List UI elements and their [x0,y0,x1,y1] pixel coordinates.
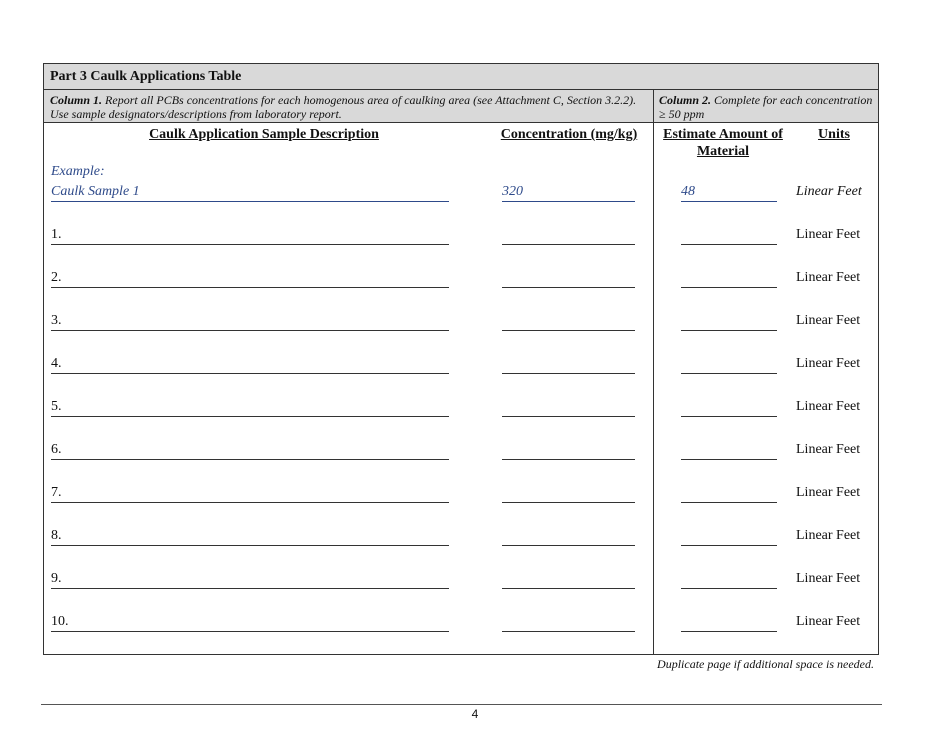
header-concentration: Concentration (mg/kg) [500,127,638,142]
concentration-field[interactable] [502,485,635,503]
concentration-field[interactable] [502,313,635,331]
description-field[interactable] [51,270,449,288]
header-units: Units [818,127,850,142]
amount-field[interactable] [681,485,777,503]
column-1-text: Report all PCBs concentrations for each homogenous area of caulking area (see Attachment C, Section 3.2.2). Use sample designators/descriptions from laboratory report. [50,93,637,121]
units-label: Linear Feet [796,442,861,457]
table-row [44,528,880,548]
column-2-instructions [659,93,874,121]
description-field[interactable] [51,227,449,245]
header-description: Caulk Application Sample Description [149,127,379,142]
page-number: 4 [471,707,479,721]
amount-field[interactable] [681,227,777,245]
units-label: Linear Feet [796,528,861,543]
example-amount-value: 48 [681,184,695,199]
row-number: 6. [51,442,62,457]
units-label: Linear Feet [796,270,861,285]
amount-field[interactable] [681,571,777,589]
column-2-text: Complete for each concentration ≥ 50 ppm [659,93,873,121]
row-number: 9. [51,571,62,586]
amount-field[interactable] [681,442,777,460]
table-row [44,356,880,376]
units-label: Linear Feet [796,227,861,242]
table-row [44,485,880,505]
units-label: Linear Feet [796,571,861,586]
units-label: Linear Feet [796,399,861,414]
caulk-applications-table [43,63,879,655]
row-number: 5. [51,399,62,414]
description-field[interactable] [51,442,449,460]
amount-field[interactable] [681,356,777,374]
concentration-field[interactable] [502,528,635,546]
instructions-bar [44,90,878,123]
table-row [44,614,880,634]
concentration-field[interactable] [502,571,635,589]
units-label: Linear Feet [796,614,861,629]
concentration-field[interactable] [502,270,635,288]
example-amount [681,184,777,202]
column-2-lead: Column 2. [659,93,712,107]
concentration-field[interactable] [502,614,635,632]
row-number: 1. [51,227,62,242]
amount-field[interactable] [681,399,777,417]
table-row [44,571,880,591]
table-title: Part 3 Caulk Applications Table [44,64,878,90]
row-number: 8. [51,528,62,543]
duplicate-page-note: Duplicate page if additional space is needed. [657,657,874,671]
units-label: Linear Feet [796,313,861,328]
description-field[interactable] [51,399,449,417]
row-number: 10. [51,614,69,629]
concentration-field[interactable] [502,356,635,374]
amount-field[interactable] [681,528,777,546]
amount-field[interactable] [681,270,777,288]
concentration-field[interactable] [502,442,635,460]
example-description: Caulk Sample 1 [51,184,449,202]
description-field[interactable] [51,614,449,632]
example-concentration-value: 320 [502,184,523,199]
example-row [44,184,880,204]
example-label: Example: [51,164,105,179]
description-field[interactable] [51,571,449,589]
table-row [44,442,880,462]
table-row [44,270,880,290]
units-label: Linear Feet [796,485,861,500]
description-field[interactable] [51,356,449,374]
example-concentration [502,184,635,202]
header-amount: Estimate Amount of Material [663,127,783,159]
example-units: Linear Feet [796,184,862,199]
column-1-instructions [50,93,650,121]
description-field[interactable] [51,485,449,503]
footer-rule [41,704,882,705]
concentration-field[interactable] [502,399,635,417]
row-number: 3. [51,313,62,328]
table-row [44,399,880,419]
units-label: Linear Feet [796,356,861,371]
concentration-field[interactable] [502,227,635,245]
table-row [44,313,880,333]
row-number: 4. [51,356,62,371]
amount-field[interactable] [681,313,777,331]
column-1-lead: Column 1. [50,93,103,107]
row-number: 7. [51,485,62,500]
amount-field[interactable] [681,614,777,632]
row-number: 2. [51,270,62,285]
table-row [44,227,880,247]
description-field[interactable] [51,313,449,331]
description-field[interactable] [51,528,449,546]
